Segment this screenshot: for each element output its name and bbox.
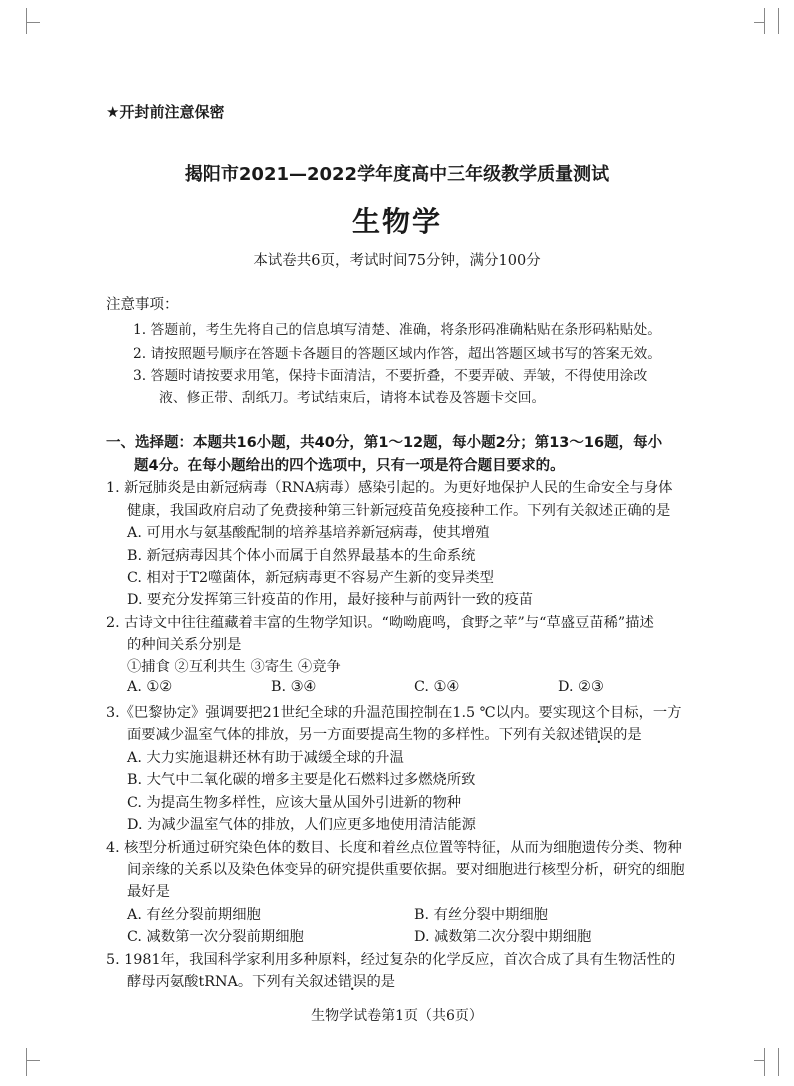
- question-4-option-c: C. 减数第一次分裂前期细胞: [127, 929, 304, 945]
- exam-info: 本试卷共6页，考试时间75分钟，满分100分: [253, 253, 541, 269]
- question-1-stem-line1: 1. 新冠肺炎是由新冠病毒（RNA病毒）感染引起的。为更好地保护人民的生命安全与身体: [106, 480, 673, 496]
- question-2-option-c: C. ①④: [414, 679, 460, 695]
- exam-title: 揭阳市2021—2022学年度高中三年级教学质量测试: [184, 164, 610, 185]
- crop-mark-bottom-left-v: [26, 1048, 27, 1076]
- crop-mark-top-right-v2: [778, 8, 779, 34]
- question-4-option-b: B. 有丝分裂中期细胞: [414, 907, 548, 923]
- question-5-stem-line2: [127, 971, 395, 991]
- crop-mark-top-right-v: [764, 8, 765, 34]
- section-heading-line2: 题4分。在每小题给出的四个选项中，只有一项是符合题目要求的。: [134, 458, 565, 474]
- crop-mark-top-left-h: [26, 22, 40, 23]
- question-5-stem-line2-text: 酵母丙氨酸tRNA。下列有关叙述: [127, 974, 338, 990]
- question-3-emphasis: 错误: [584, 727, 614, 743]
- crop-mark-bottom-right-v2: [778, 1048, 779, 1076]
- question-5-stem-line1: 5. 1981年，我国科学家利用多种原料，经过复杂的化学反应，首次合成了具有生物活性的: [106, 952, 676, 968]
- crop-mark-bottom-right-h: [754, 1060, 764, 1061]
- question-1-option-b: B. 新冠病毒因其个体小而属于自然界最基本的生命系统: [127, 548, 476, 564]
- confidential-label: ★开封前注意保密: [106, 103, 225, 121]
- question-1-stem-line2: 健康，我国政府启动了免费接种第三针新冠疫苗免疫接种工作。下列有关叙述正确的是: [127, 503, 671, 519]
- crop-mark-bottom-left-h: [26, 1060, 40, 1061]
- notice-item-1: 1. 答题前，考生先将自己的信息填写清楚、准确，将条形码准确粘贴在条形码粘贴处。: [133, 322, 662, 338]
- question-1-option-a: A. 可用水与氨基酸配制的培养基培养新冠病毒，使其增殖: [127, 525, 490, 541]
- crop-mark-top-right-h: [754, 22, 764, 23]
- question-5-emphasis: 错误: [337, 974, 367, 990]
- notice-heading: 注意事项：: [106, 297, 179, 313]
- question-5-stem-line2-end: 的是: [366, 974, 396, 990]
- crop-mark-bottom-right-v: [764, 1048, 765, 1076]
- question-2-option-b: B. ③④: [271, 679, 317, 695]
- question-4-stem-line3: 最好是: [127, 884, 170, 900]
- question-3-stem-line1: 3.《巴黎协定》强调要把21世纪全球的升温范围控制在1.5 ℃以内。要实现这个目标，一方: [106, 705, 682, 721]
- question-4-stem-line2: 间亲缘的关系以及染色体变异的研究提供重要依据。要对细胞进行核型分析，研究的细胞: [127, 862, 685, 878]
- question-4-stem-line1: 4. 核型分析通过研究染色体的数目、长度和着丝点位置等特征，从而为细胞遗传分类、物种: [106, 840, 682, 856]
- question-1-option-c: C. 相对于T2噬菌体，新冠病毒更不容易产生新的变异类型: [127, 570, 494, 586]
- question-2-relations: ①捕食 ②互利共生 ③寄生 ④竞争: [127, 659, 341, 675]
- question-2-stem-line1: 2. 古诗文中往往蕴藏着丰富的生物学知识。“呦呦鹿鸣，食野之苹”与“草盛豆苗稀”描述: [106, 615, 654, 631]
- notice-item-2: 2. 请按照题号顺序在答题卡各题目的答题区域内作答，超出答题区域书写的答案无效。: [133, 346, 662, 362]
- question-3-option-c: C. 为提高生物多样性，应该大量从国外引进新的物种: [127, 795, 462, 811]
- question-3-option-b: B. 大气中二氧化碳的增多主要是化石燃料过多燃烧所致: [127, 772, 476, 788]
- crop-mark-top-left-v: [26, 8, 27, 34]
- section-heading-line1: 一、选择题：本题共16小题，共40分，第1～12题，每小题2分；第13～16题，每小: [106, 435, 663, 451]
- notice-item-3-continued: 液、修正带、刮纸刀。考试结束后，请将本试卷及答题卡交回。: [159, 390, 546, 406]
- subject-title: 生物学: [351, 205, 442, 238]
- question-3-stem-line2: [127, 724, 642, 744]
- notice-item-3: 3. 答题时请按要求用笔，保持卡面清洁，不要折叠，不要弄破、弄皱，不得使用涂改: [133, 368, 648, 384]
- question-2-option-d: D. ②③: [558, 679, 604, 695]
- page-footer: 生物学试卷第1页（共6页）: [311, 1008, 483, 1024]
- question-3-option-d: D. 为减少温室气体的排放，人们应更多地使用清洁能源: [127, 817, 476, 833]
- question-2-stem-line2: 的种间关系分别是: [127, 637, 242, 653]
- question-3-stem-line2-text: 面要减少温室气体的排放，另一方面要提高生物的多样性。下列有关叙述: [127, 727, 585, 743]
- question-3-stem-line2-end: 的是: [613, 727, 642, 743]
- question-4-option-d: D. 减数第二次分裂中期细胞: [414, 929, 592, 945]
- question-4-option-a: A. 有丝分裂前期细胞: [127, 907, 261, 923]
- question-2-option-a: A. ①②: [127, 679, 173, 695]
- question-3-option-a: A. 大力实施退耕还林有助于减缓全球的升温: [127, 750, 404, 766]
- question-1-option-d: D. 要充分发挥第三针疫苗的作用，最好接种与前两针一致的疫苗: [127, 592, 534, 608]
